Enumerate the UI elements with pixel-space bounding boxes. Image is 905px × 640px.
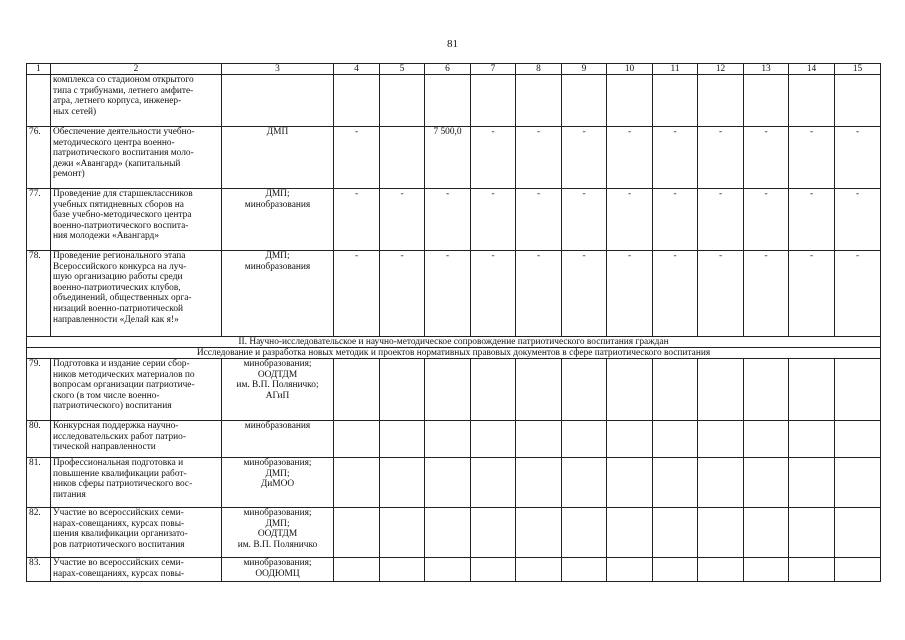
funding-value bbox=[835, 421, 881, 458]
funding-value bbox=[789, 558, 835, 582]
funding-value: - bbox=[698, 251, 744, 337]
table-row bbox=[27, 127, 881, 189]
funding-value: - bbox=[698, 127, 744, 189]
funding-value bbox=[471, 508, 516, 558]
funding-value: - bbox=[607, 251, 653, 337]
section-title: II. Научно-исследовательское и научно-методическое сопровождение патриотического воспитания граждан bbox=[27, 337, 881, 348]
funding-value bbox=[334, 75, 380, 127]
funding-value: - bbox=[698, 189, 744, 251]
funding-value bbox=[425, 75, 471, 127]
row-number: 81. bbox=[27, 458, 51, 508]
funding-value bbox=[653, 558, 698, 582]
funding-value: - bbox=[607, 189, 653, 251]
funding-value: - bbox=[744, 189, 789, 251]
funding-value bbox=[653, 508, 698, 558]
row-number bbox=[27, 75, 51, 127]
funding-value: - bbox=[425, 189, 471, 251]
funding-value bbox=[744, 508, 789, 558]
funding-value: - bbox=[471, 127, 516, 189]
funding-value: - bbox=[653, 189, 698, 251]
funding-value bbox=[562, 359, 607, 421]
funding-value bbox=[789, 359, 835, 421]
row-number: 77. bbox=[27, 189, 51, 251]
funding-value bbox=[607, 558, 653, 582]
funding-value bbox=[607, 75, 653, 127]
funding-value: - bbox=[334, 251, 380, 337]
funding-value bbox=[562, 458, 607, 508]
activity-name: Подготовка и издание серии сбор- ников методических материалов по вопросам организации патриотиче- ского (в том числе военно- патриотического) воспитания bbox=[51, 359, 222, 421]
column-number-header: 15 bbox=[835, 64, 881, 75]
funding-value bbox=[334, 359, 380, 421]
table-row bbox=[27, 359, 881, 421]
table-row bbox=[27, 508, 881, 558]
funding-value bbox=[698, 458, 744, 508]
funding-value bbox=[380, 558, 425, 582]
funding-value bbox=[380, 458, 425, 508]
funding-value: - bbox=[653, 251, 698, 337]
funding-value bbox=[425, 359, 471, 421]
funding-value bbox=[744, 421, 789, 458]
funding-value: - bbox=[562, 127, 607, 189]
activity-name: комплекса со стадионом открытого типа с трибунами, летнего амфите- атра, летнего корпуса, инженер- ных сетей) bbox=[51, 75, 222, 127]
subsection-title: Исследование и разработка новых методик и проектов нормативных правовых документов в сфере патриотического воспитания bbox=[27, 348, 881, 359]
row-number: 78. bbox=[27, 251, 51, 337]
column-number-header: 8 bbox=[516, 64, 562, 75]
page-number: 81 bbox=[447, 38, 458, 50]
row-number: 80. bbox=[27, 421, 51, 458]
funding-value bbox=[789, 458, 835, 508]
funding-value bbox=[607, 508, 653, 558]
funding-value bbox=[653, 421, 698, 458]
executor: ДМП; минобразования bbox=[222, 251, 334, 337]
funding-value bbox=[744, 359, 789, 421]
funding-value: - bbox=[562, 251, 607, 337]
subsection-row bbox=[27, 348, 881, 359]
funding-value bbox=[698, 75, 744, 127]
program-activities-table bbox=[26, 63, 881, 582]
activity-name: Конкурсная поддержка научно- исследовательских работ патрио- тической направленности bbox=[51, 421, 222, 458]
funding-value: - bbox=[380, 189, 425, 251]
funding-value bbox=[653, 75, 698, 127]
funding-value: 7 500,0 bbox=[425, 127, 471, 189]
executor: минобразования bbox=[222, 421, 334, 458]
funding-value bbox=[698, 359, 744, 421]
table-row bbox=[27, 75, 881, 127]
funding-value bbox=[380, 508, 425, 558]
executor: минобразования; ДМП; ДиМОО bbox=[222, 458, 334, 508]
funding-value bbox=[789, 75, 835, 127]
column-number-header: 10 bbox=[607, 64, 653, 75]
executor: минобразования; ООДЮМЦ bbox=[222, 558, 334, 582]
table-row bbox=[27, 251, 881, 337]
funding-value bbox=[380, 359, 425, 421]
executor: минобразования; ООДТДМ им. В.П. Поляничко; АГиП bbox=[222, 359, 334, 421]
funding-value bbox=[471, 75, 516, 127]
funding-value: - bbox=[425, 251, 471, 337]
funding-value bbox=[562, 421, 607, 458]
funding-value bbox=[334, 458, 380, 508]
funding-value: - bbox=[471, 251, 516, 337]
funding-value bbox=[425, 421, 471, 458]
activity-name: Участие во всероссийских семи- нарах-совещаниях, курсах повы- bbox=[51, 558, 222, 582]
funding-value: - bbox=[334, 127, 380, 189]
funding-value: - bbox=[607, 127, 653, 189]
column-number-header: 12 bbox=[698, 64, 744, 75]
funding-value: - bbox=[653, 127, 698, 189]
funding-value bbox=[516, 558, 562, 582]
activity-name: Проведение регионального этапа Всероссийского конкурса на луч- шую организацию работы среди военно-патриотических клубов, объединений, общественных орга- низаций военно-патриотической направленности «Делай как я!» bbox=[51, 251, 222, 337]
funding-value: - bbox=[789, 127, 835, 189]
funding-value: - bbox=[835, 189, 881, 251]
funding-value bbox=[835, 75, 881, 127]
funding-value bbox=[425, 508, 471, 558]
executor: ДМП; минобразования bbox=[222, 189, 334, 251]
table-body bbox=[27, 64, 881, 582]
row-number: 83. bbox=[27, 558, 51, 582]
funding-value: - bbox=[835, 251, 881, 337]
column-number-header: 13 bbox=[744, 64, 789, 75]
funding-value: - bbox=[516, 127, 562, 189]
column-number-header: 9 bbox=[562, 64, 607, 75]
funding-value bbox=[562, 558, 607, 582]
executor: ДМП bbox=[222, 127, 334, 189]
funding-value bbox=[744, 75, 789, 127]
funding-value bbox=[607, 359, 653, 421]
column-number-header: 4 bbox=[334, 64, 380, 75]
executor bbox=[222, 75, 334, 127]
funding-value bbox=[789, 508, 835, 558]
funding-value bbox=[471, 458, 516, 508]
column-number-header: 7 bbox=[471, 64, 516, 75]
table-row bbox=[27, 421, 881, 458]
table-row bbox=[27, 458, 881, 508]
column-number-header: 5 bbox=[380, 64, 425, 75]
column-number-header-row bbox=[27, 64, 881, 75]
column-number-header: 6 bbox=[425, 64, 471, 75]
funding-value bbox=[835, 458, 881, 508]
funding-value: - bbox=[380, 251, 425, 337]
funding-value bbox=[516, 458, 562, 508]
funding-value bbox=[562, 508, 607, 558]
funding-value: - bbox=[835, 127, 881, 189]
funding-value bbox=[744, 558, 789, 582]
column-number-header: 1 bbox=[27, 64, 51, 75]
column-number-header: 3 bbox=[222, 64, 334, 75]
table-row bbox=[27, 558, 881, 582]
funding-value: - bbox=[789, 189, 835, 251]
funding-value bbox=[835, 508, 881, 558]
funding-value: - bbox=[744, 251, 789, 337]
funding-value bbox=[516, 75, 562, 127]
funding-value bbox=[516, 508, 562, 558]
column-number-header: 14 bbox=[789, 64, 835, 75]
funding-value bbox=[425, 458, 471, 508]
funding-value: - bbox=[789, 251, 835, 337]
funding-value bbox=[334, 508, 380, 558]
funding-value bbox=[380, 421, 425, 458]
funding-value bbox=[334, 421, 380, 458]
funding-value bbox=[516, 421, 562, 458]
column-number-header: 11 bbox=[653, 64, 698, 75]
funding-value: - bbox=[744, 127, 789, 189]
funding-value bbox=[698, 508, 744, 558]
funding-value bbox=[516, 359, 562, 421]
activity-name: Профессиональная подготовка и повышение квалификации работ- ников сферы патриотического вос- питания bbox=[51, 458, 222, 508]
funding-value bbox=[334, 558, 380, 582]
activity-name: Проведение для старшеклассников учебных пятидневных сборов на базе учебно-методического центра военно-патриотического воспита- ния молодежи «Авангард» bbox=[51, 189, 222, 251]
row-number: 82. bbox=[27, 508, 51, 558]
funding-value bbox=[471, 558, 516, 582]
funding-value bbox=[471, 421, 516, 458]
funding-value: - bbox=[516, 189, 562, 251]
funding-value bbox=[471, 359, 516, 421]
funding-value: - bbox=[334, 189, 380, 251]
funding-value bbox=[698, 421, 744, 458]
funding-value bbox=[653, 458, 698, 508]
section-row bbox=[27, 337, 881, 348]
activity-name: Обеспечение деятельности учебно- методического центра военно- патриотического воспитания моло- дежи «Авангард» (капитальный ремонт) bbox=[51, 127, 222, 189]
funding-value bbox=[789, 421, 835, 458]
funding-value bbox=[607, 458, 653, 508]
row-number: 76. bbox=[27, 127, 51, 189]
funding-value bbox=[607, 421, 653, 458]
funding-value: - bbox=[562, 189, 607, 251]
funding-value: - bbox=[471, 189, 516, 251]
funding-value bbox=[562, 75, 607, 127]
activity-name: Участие во всероссийских семи- нарах-совещаниях, курсах повы- шения квалификации организато- ров патриотического воспитания bbox=[51, 508, 222, 558]
funding-value bbox=[698, 558, 744, 582]
funding-value bbox=[653, 359, 698, 421]
column-number-header: 2 bbox=[51, 64, 222, 75]
funding-value bbox=[425, 558, 471, 582]
funding-value bbox=[380, 75, 425, 127]
funding-value bbox=[744, 458, 789, 508]
executor: минобразования; ДМП; ООДТДМ им. В.П. Поляничко bbox=[222, 508, 334, 558]
funding-value: - bbox=[516, 251, 562, 337]
row-number: 79. bbox=[27, 359, 51, 421]
funding-value bbox=[380, 127, 425, 189]
table-row bbox=[27, 189, 881, 251]
funding-value bbox=[835, 359, 881, 421]
funding-value bbox=[835, 558, 881, 582]
